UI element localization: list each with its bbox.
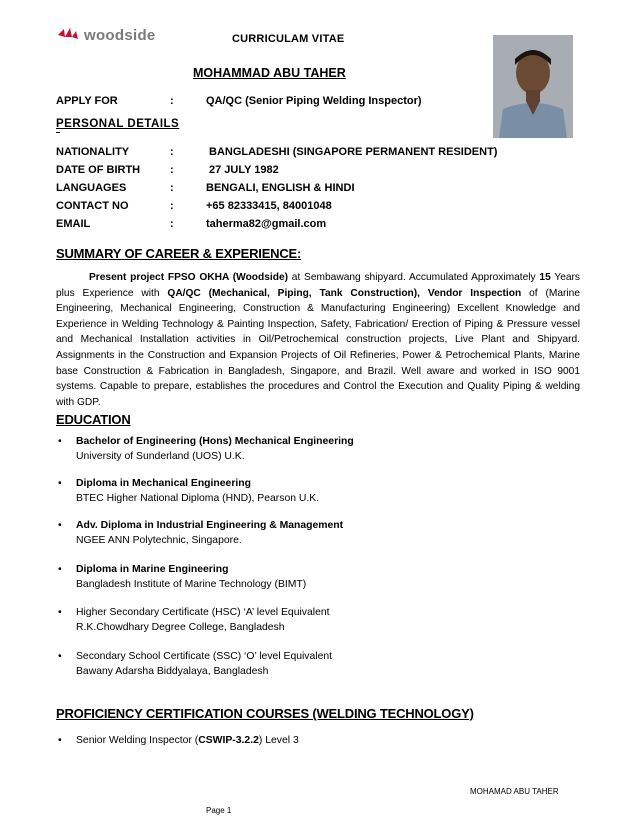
- education-title: Secondary School Certificate (SSC) ‘O’ level Equivalent: [76, 651, 333, 662]
- apply-label: APPLY FOR: [56, 95, 118, 107]
- email-separator: :: [170, 218, 174, 230]
- languages-value: BENGALI, ENGLISH & HINDI: [206, 182, 355, 194]
- contact-value: +65 82333415, 84001048: [206, 200, 332, 212]
- summary-current-project: Present project FPSO OKHA (Woodside): [89, 272, 289, 283]
- email-value: taherma82@gmail.com: [206, 218, 327, 230]
- personal-details-heading: PERSONAL DETAILS: [56, 118, 180, 130]
- proficiency-text: [76, 735, 299, 746]
- bullet-dot-icon: •: [58, 478, 62, 489]
- education-title: Diploma in Mechanical Engineering: [76, 478, 251, 489]
- proficiency-text-pre: Senior Welding Inspector (: [76, 735, 199, 746]
- proficiency-code: CSWIP-3.2.2: [198, 735, 259, 746]
- heading-underscore: [56, 132, 60, 133]
- bullet-dot-icon: •: [58, 735, 62, 746]
- summary-paragraph: [56, 270, 580, 410]
- summary-years: 15: [539, 272, 551, 283]
- education-institution: BTEC Higher National Diploma (HND), Pearson U.K.: [76, 493, 320, 504]
- contact-label: CONTACT NO: [56, 200, 129, 212]
- email-label: EMAIL: [56, 218, 91, 230]
- dob-separator: :: [170, 164, 174, 176]
- profile-photo: [493, 35, 573, 138]
- languages-separator: :: [170, 182, 174, 194]
- apply-value: QA/QC (Senior Piping Welding Inspector): [206, 95, 422, 107]
- bullet-dot-icon: •: [58, 607, 62, 618]
- apply-separator: :: [170, 95, 174, 107]
- woodside-logo-icon: [56, 25, 80, 45]
- logo-text: woodside: [84, 26, 156, 44]
- dob-label: DATE OF BIRTH: [56, 164, 141, 176]
- education-institution: Bawany Adarsha Biddyalaya, Bangladesh: [76, 666, 269, 677]
- summary-text-3: of (Marine Engineering, Mechanical Engineering, Construction & Manufacturing Engineering) Excellent Knowledge and Experience in Welding Technology & Painting Inspection, Safety, Fabrication/ Erection of Piping & Pressure vessel and Mechanical Installation activities in Oil/Petrochemical construction projects, Live Plant and Shipyard. Assignments in the Construction and Expansion Projects of Oil Refineries, Power & Petrochemical Plants, Marine base Construction & Fabrication in Bangladesh, Singapore, and Brazil. Well aware and worked in ISO 9001 systems. Capable to prepare, establishes the procedures and Control the Execution and Quality Piping & welding with GDP.: [56, 287, 580, 408]
- education-title: Adv. Diploma in Industrial Engineering & Management: [76, 520, 344, 531]
- page-number: Page 1: [206, 806, 232, 815]
- education-title: Higher Secondary Certificate (HSC) ‘A’ level Equivalent: [76, 607, 330, 618]
- company-logo: [56, 24, 176, 46]
- summary-text-2: Years plus Experience with: [56, 272, 581, 299]
- bullet-dot-icon: •: [58, 651, 62, 662]
- proficiency-heading: PROFICIENCY CERTIFICATION COURSES (WELDING TECHNOLOGY): [56, 706, 474, 721]
- bullet-dot-icon: •: [58, 436, 62, 447]
- contact-separator: :: [170, 200, 174, 212]
- education-institution: Bangladesh Institute of Marine Technology (BIMT): [76, 579, 307, 590]
- bullet-dot-icon: •: [58, 564, 62, 575]
- summary-specialties: QA/QC (Mechanical, Piping, Tank Construction), Vendor Inspection: [167, 287, 522, 299]
- nationality-separator: :: [170, 146, 174, 158]
- education-title: Bachelor of Engineering (Hons) Mechanical Engineering: [76, 436, 354, 447]
- nationality-label: NATIONALITY: [56, 146, 130, 158]
- education-institution: NGEE ANN Polytechnic, Singapore.: [76, 535, 242, 546]
- candidate-name: MOHAMMAD ABU TAHER: [193, 66, 346, 80]
- summary-heading: SUMMARY OF CAREER & EXPERIENCE:: [56, 246, 302, 261]
- proficiency-text-post: ) Level 3: [258, 735, 299, 746]
- languages-label: LANGUAGES: [56, 182, 127, 194]
- education-institution: University of Sunderland (UOS) U.K.: [76, 451, 245, 462]
- document-title: CURRICULAM VITAE: [232, 33, 345, 45]
- summary-text-1: at Sembawang shipyard. Accumulated Approximately: [288, 272, 540, 283]
- education-institution: R.K.Chowdhary Degree College, Bangladesh: [76, 622, 285, 633]
- bullet-dot-icon: •: [58, 520, 62, 531]
- nationality-value: BANGLADESHI (SINGAPORE PERMANENT RESIDENT): [209, 146, 498, 158]
- education-heading: EDUCATION: [56, 412, 131, 427]
- footer-name: MOHAMAD ABU TAHER: [470, 787, 559, 796]
- dob-value: 27 JULY 1982: [209, 164, 279, 176]
- education-title: Diploma in Marine Engineering: [76, 564, 229, 575]
